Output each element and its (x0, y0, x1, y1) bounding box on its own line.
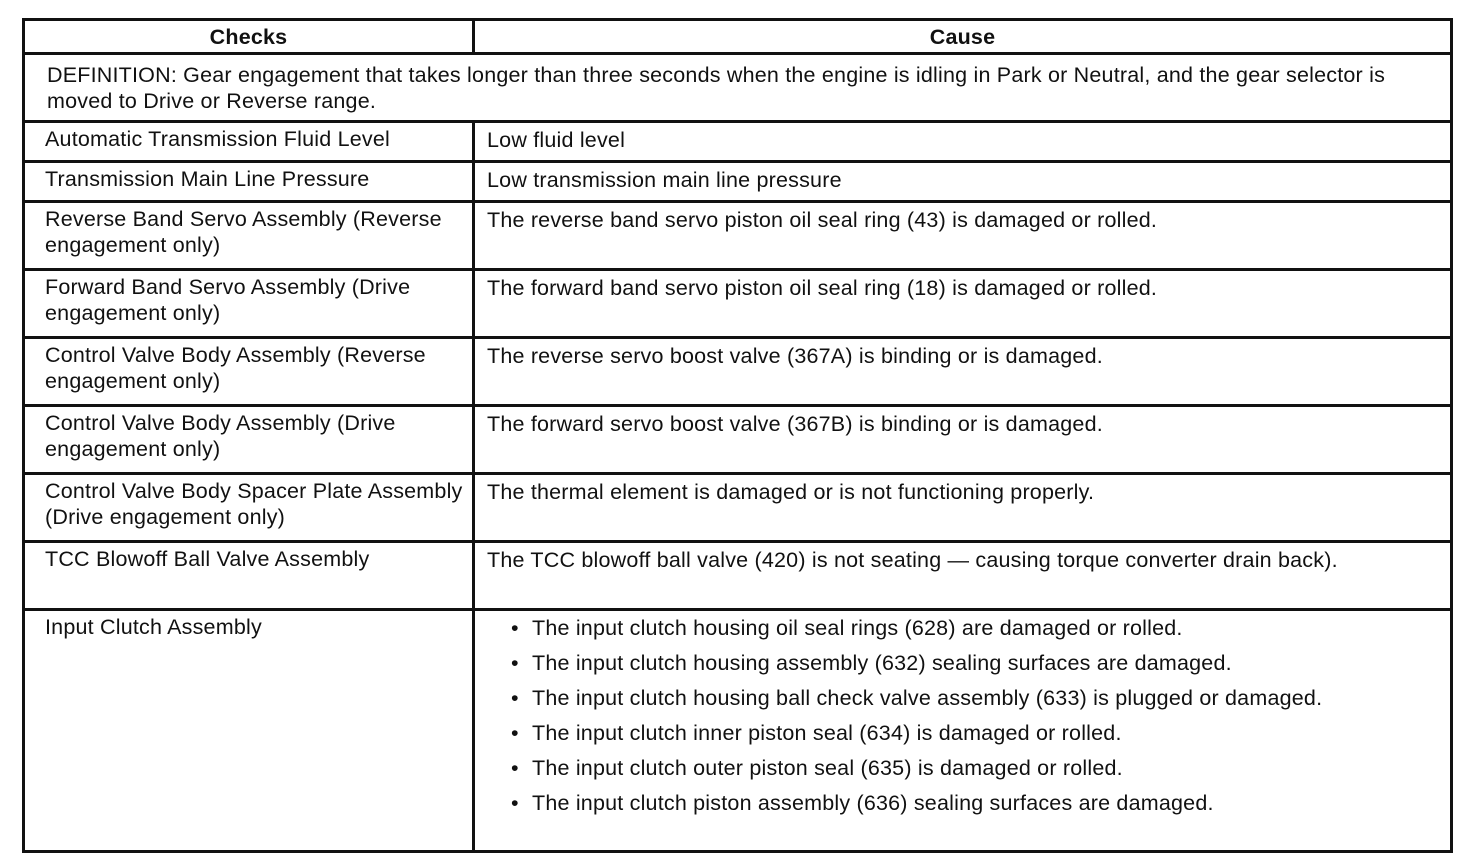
table-row (24, 162, 1452, 202)
cause-cell: The reverse servo boost valve (367A) is binding or is damaged. (474, 338, 1452, 406)
check-cell: Forward Band Servo Assembly (Drive engagement only) (24, 270, 474, 338)
bullet-icon: • (511, 651, 519, 675)
cause-cell: The reverse band servo piston oil seal ring (43) is damaged or rolled. (474, 202, 1452, 270)
list-item-text: The input clutch housing assembly (632) sealing surfaces are damaged. (532, 651, 1232, 675)
cause-cell: The forward band servo piston oil seal ring (18) is damaged or rolled. (474, 270, 1452, 338)
header-row (24, 20, 1452, 54)
list-item (511, 720, 1442, 746)
table-row (24, 202, 1452, 270)
check-cell: Transmission Main Line Pressure (24, 162, 474, 202)
cause-header: Cause (474, 20, 1452, 54)
list-item (511, 755, 1442, 781)
cause-bullet-list (487, 615, 1442, 816)
cause-cell: The thermal element is damaged or is not functioning properly. (474, 474, 1452, 542)
table-row (24, 406, 1452, 474)
table-row (24, 474, 1452, 542)
table-row (24, 542, 1452, 610)
bullet-icon: • (511, 721, 519, 745)
cause-cell: Low fluid level (474, 122, 1452, 162)
bullet-icon: • (511, 791, 519, 815)
list-item-text: The input clutch piston assembly (636) sealing surfaces are damaged. (532, 791, 1214, 815)
list-item-text: The input clutch inner piston seal (634) is damaged or rolled. (532, 721, 1122, 745)
input-clutch-row (24, 610, 1452, 852)
cause-list-cell (474, 610, 1452, 852)
check-cell: Control Valve Body Spacer Plate Assembly (Drive engagement only) (24, 474, 474, 542)
definition-row (24, 54, 1452, 122)
list-item (511, 685, 1442, 711)
list-item-text: The input clutch housing oil seal rings (628) are damaged or rolled. (532, 616, 1183, 640)
table-row (24, 338, 1452, 406)
check-cell: Automatic Transmission Fluid Level (24, 122, 474, 162)
bullet-icon: • (511, 756, 519, 780)
check-cell: Reverse Band Servo Assembly (Reverse engagement only) (24, 202, 474, 270)
list-item (511, 790, 1442, 816)
bullet-icon: • (511, 616, 519, 640)
list-item (511, 650, 1442, 676)
check-cell: Control Valve Body Assembly (Reverse engagement only) (24, 338, 474, 406)
diagnosis-table (22, 18, 1453, 853)
cause-cell: The TCC blowoff ball valve (420) is not seating — causing torque converter drain back). (474, 542, 1452, 610)
checks-header: Checks (24, 20, 474, 54)
cause-cell: Low transmission main line pressure (474, 162, 1452, 202)
list-item (511, 615, 1442, 641)
check-cell: Input Clutch Assembly (24, 610, 474, 852)
definition-text: DEFINITION: Gear engagement that takes longer than three seconds when the engine is idling in Park or Neutral, and the gear selector is moved to Drive or Reverse range. (24, 54, 1452, 122)
table-row (24, 122, 1452, 162)
diagnosis-table-container (22, 18, 1450, 853)
list-item-text: The input clutch outer piston seal (635) is damaged or rolled. (532, 756, 1123, 780)
check-cell: Control Valve Body Assembly (Drive engagement only) (24, 406, 474, 474)
table-row (24, 270, 1452, 338)
list-item-text: The input clutch housing ball check valve assembly (633) is plugged or damaged. (532, 686, 1323, 710)
cause-cell: The forward servo boost valve (367B) is binding or is damaged. (474, 406, 1452, 474)
bullet-icon: • (511, 686, 519, 710)
check-cell: TCC Blowoff Ball Valve Assembly (24, 542, 474, 610)
